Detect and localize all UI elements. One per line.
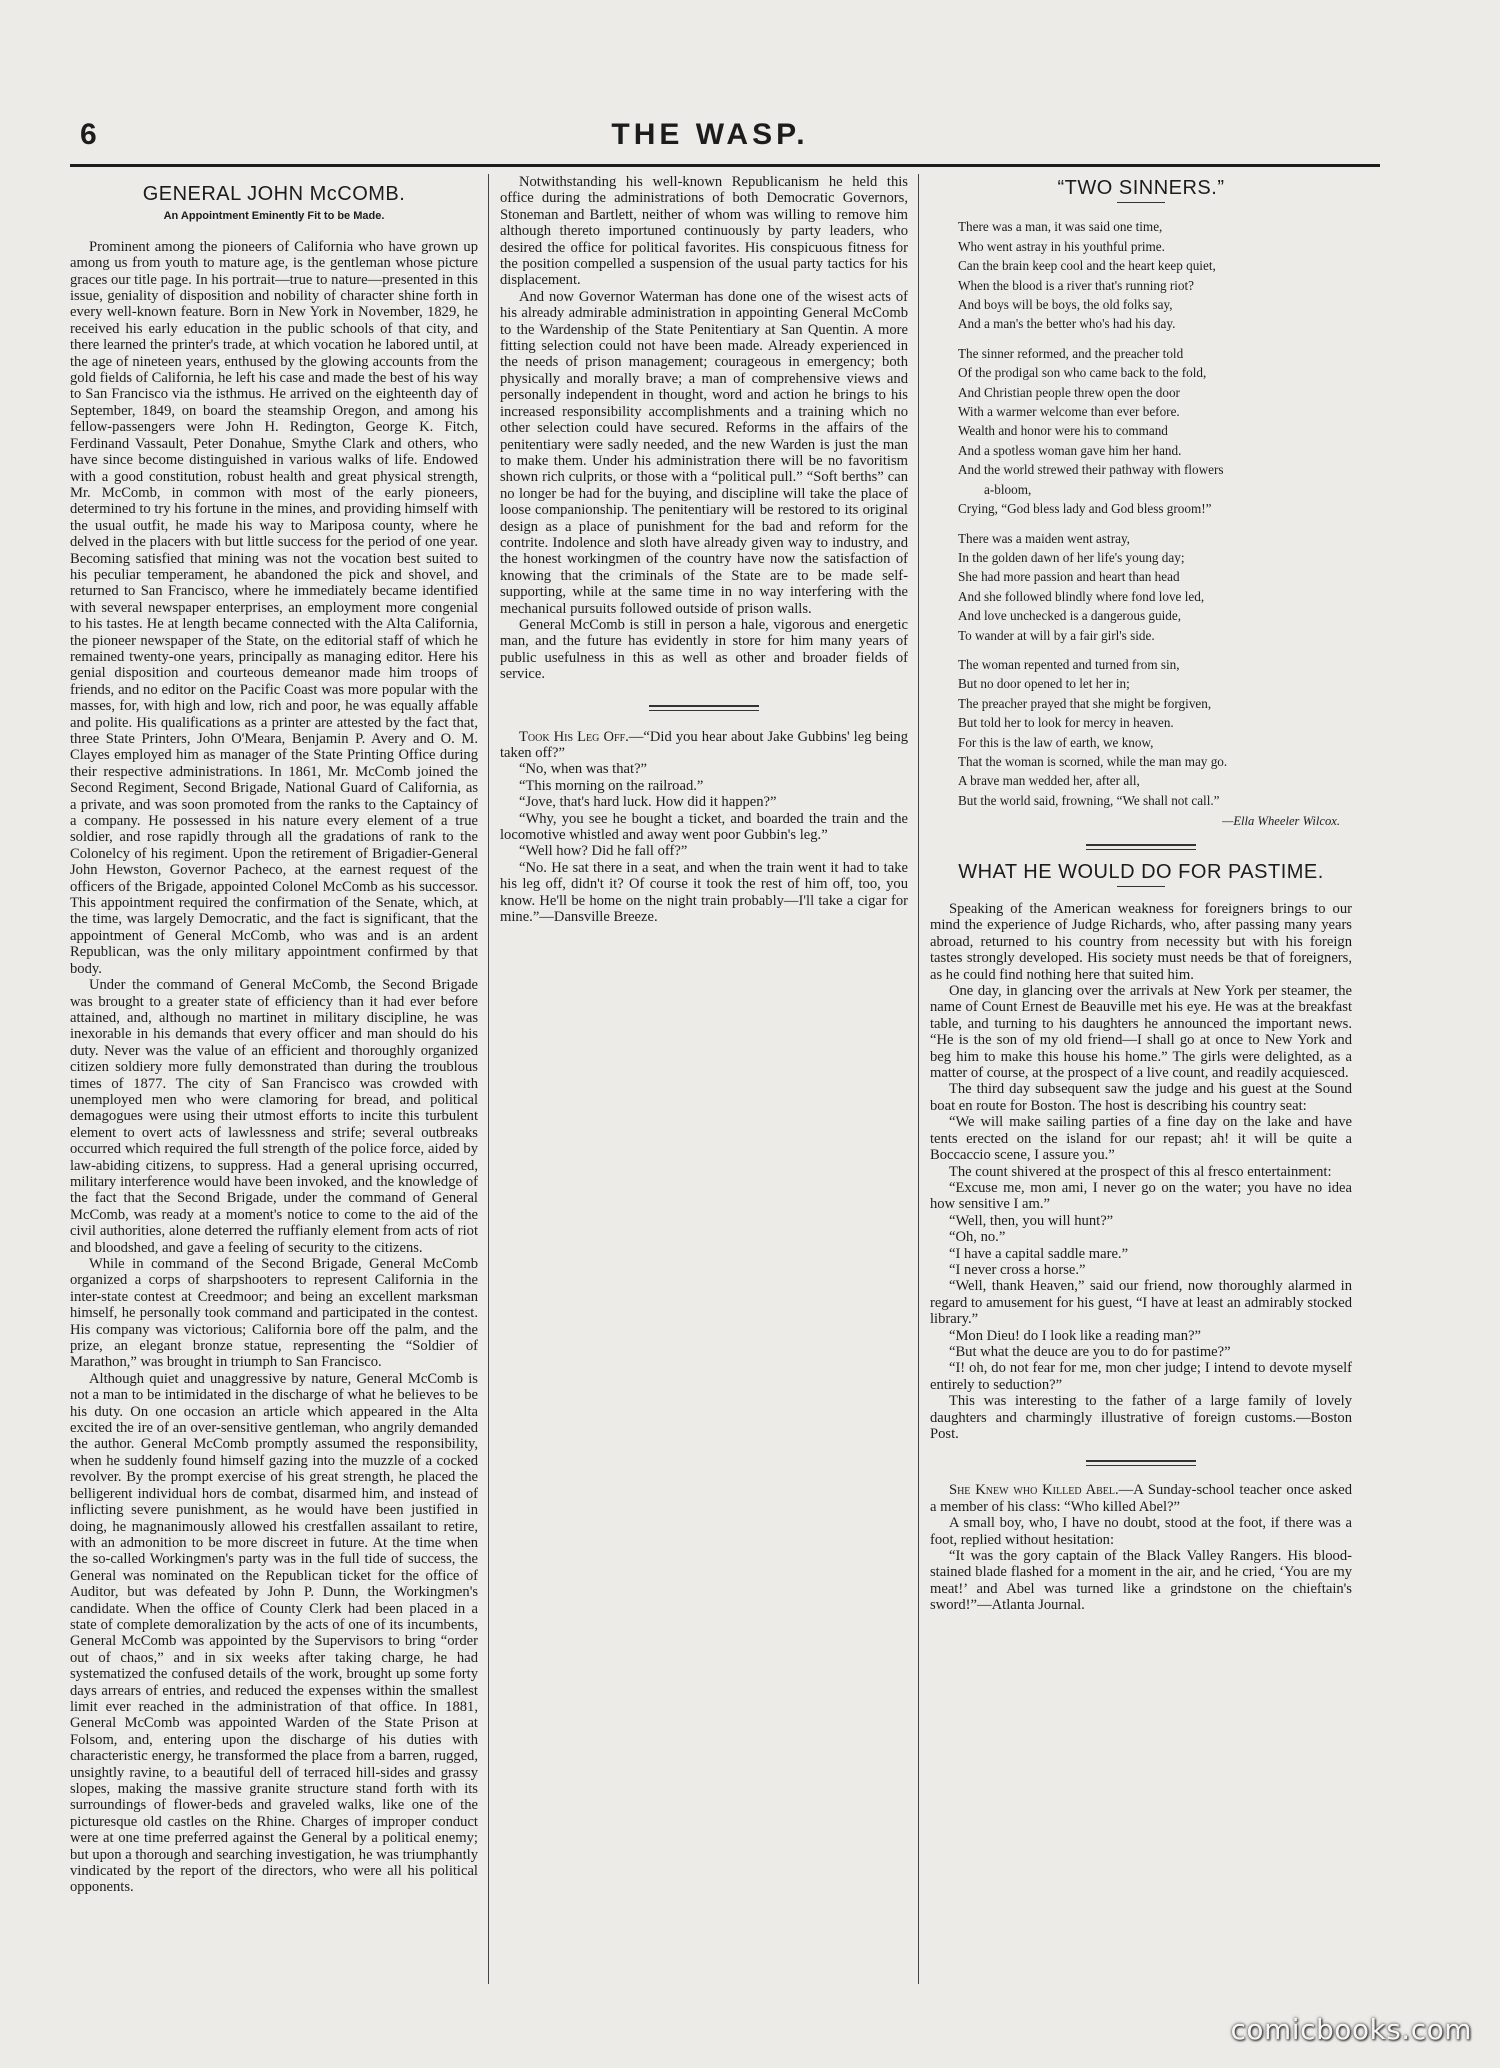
leg-story-line: “Jove, that's hard luck. How did it happen?” bbox=[518, 794, 777, 811]
poem-line: In the golden dawn of her life's young day; bbox=[958, 549, 1185, 565]
article-paragraph: “We will make sailing parties of a fine day on the lake and have tents erected on the island for our repast; ah! it will be quite a Boccaccio scene, I assure you.” bbox=[930, 1114, 1352, 1164]
poem-line: The preacher prayed that she might be forgiven, bbox=[958, 695, 1212, 711]
leg-story-lead: Took His Leg Off. bbox=[518, 728, 629, 745]
article-paragraph: While in command of the Second Brigade, General McComb organized a corps of sharpshooters to represent California in the inter-state contest at Creedmoor; and being an excellent marksman himself, he personally took command and participated in the contest. His company was victorious; California bore off the palm, and the prize, an elegant bronze statue, representing the “Soldier of Marathon,” was brought in triumph to San Francisco. bbox=[70, 1256, 478, 1371]
article-paragraph: “Well, then, you will hunt?” bbox=[948, 1212, 1114, 1229]
article-paragraph: And now Governor Waterman has done one of the wisest acts of his already admirable administration in appointing General McComb to the Wardenship of the State Penitentiary at San Quentin. A more fitting selection could not have been made. Already experienced in the needs of prison management; courageous in emergency; both physically and morally brave; a man of comprehensive views and personally independent in thought, word and action he brings to his increased responsibility accomplishments and a training which no other selection could have secured. Reforms in the affairs of the penitentiary were sadly needed, and the new Warden is just the man to make them. Under his administration there will be no favoritism shown rich culprits, or those with a “political pull.” “Soft berths” can no longer be had for the buying, and discipline will take the place of loose companionship. The penitentiary will be restored to its original design as a place of punishment for the bad and reform for the contrite. Indolence and sloth have already given way to industry, and the honest workingmen of the country have now the satisfaction of knowing that the criminals of the State are to be made self-supporting, while at the same time in no way interfering with the mechanical pursuits followed outside of prison walls. bbox=[500, 288, 908, 617]
abel-story-intro bbox=[930, 1482, 1352, 1515]
leg-story-line: “This morning on the railroad.” bbox=[518, 777, 704, 794]
header-rule bbox=[70, 164, 1380, 167]
newspaper-page bbox=[60, 112, 1360, 1992]
section-divider bbox=[649, 705, 759, 711]
poem-line: The sinner reformed, and the preacher told bbox=[958, 345, 1184, 361]
abel-story-lead: She Knew who Killed Abel. bbox=[948, 1482, 1119, 1499]
poem-line: And a man's the better who's had his day. bbox=[958, 316, 1176, 332]
leg-story-line: “Well how? Did he fall off?” bbox=[518, 843, 688, 860]
article-paragraph: Notwithstanding his well-known Republicanism he held this office during the administrations of both Democratic Governors, Stoneman and Bartlett, neither of whom was willing to remove him although thereto importuned continuously by party leaders, who desired the office for political favorites. His conspicuous fitness for the position compelled a suspension of the usual party tactics for his displacement. bbox=[500, 174, 908, 289]
poem-stanza bbox=[958, 344, 1352, 519]
section-divider bbox=[1086, 1460, 1196, 1466]
abel-story-line: —A Sunday-school teacher once asked a member of his class: “Who killed Abel?” bbox=[930, 1482, 1352, 1515]
poem-line: When the blood is a river that's running riot? bbox=[958, 277, 1195, 293]
poem-line: Who went astray in his youthful prime. bbox=[958, 238, 1165, 254]
title-rule bbox=[1117, 886, 1165, 887]
poem-stanza bbox=[958, 217, 1352, 333]
poem-body bbox=[930, 217, 1352, 831]
poem-line: Can the brain keep cool and the heart keep quiet, bbox=[958, 258, 1216, 274]
poem-author: —Ella Wheeler Wilcox. bbox=[1222, 814, 1340, 829]
leg-story-line: “No, when was that?” bbox=[518, 761, 648, 778]
poem-line: But the world said, frowning, “We shall not call.” bbox=[958, 792, 1220, 808]
poem-line: But told her to look for mercy in heaven. bbox=[958, 715, 1174, 731]
poem-line: a-bloom, bbox=[984, 481, 1032, 497]
poem-line: But no door opened to let her in; bbox=[958, 676, 1130, 692]
article-paragraph: Although quiet and unaggressive by nature, General McComb is not a man to be intimidated in the discharge of what he believes to be his duty. On one occasion an article which appeared in the Alta excited the ire of an over-sensitive gentleman, who angrily demanded the author. General McComb promptly assumed the responsibility, when he suddenly found himself gazing into the muzzle of a cocked revolver. By the prompt exercise of his great strength, he placed the belligerent individual hors de combat, disarmed him, and instead of inflicting severe punishment, as he would have been justified in doing, he magnanimously allowed his crestfallen assailant to retire, with an admonition to be more discreet in future. At the time when the so-called Workingmen's party was in the full tide of success, the General was nominated on the Republican ticket for the office of Auditor, but was defeated by John P. Dunn, the Workingmen's candidate. When the office of County Clerk had been placed in a state of complete demoralization by the acts of one of its incumbents, General McComb was appointed by the Supervisors to bring “order out of chaos,” and in six weeks after taking charge, he had systematized the confused details of the work, brought up some forty days arrears of entries, and reduced the expenses within the smallest limit ever reached in the administration of that office. In 1881, General McComb was appointed Warden of the State Prison at Folsom, and, entering upon the discharge of his duties with characteristic energy, he transformed the place from a barren, rugged, unsightly ravine, to a beautiful dell of terraced hill-sides and grassy slopes, making the massive granite structure stand forth with its surroundings of flower-beds and graveled walks, like one of the picturesque old castles on the Rhine. Charges of improper conduct were at one time preferred against the General by a political enemy; but upon a thorough and searching investigation, he was triumphantly vindicated by the report of the directors, who were all his political opponents. bbox=[70, 1370, 478, 1896]
title-rule bbox=[1117, 202, 1165, 203]
column-1 bbox=[70, 174, 478, 1984]
poem-line: Crying, “God bless lady and God bless groom!” bbox=[958, 501, 1212, 517]
article-title: GENERAL JOHN McCOMB. bbox=[142, 183, 406, 205]
poem-line: For this is the law of earth, we know, bbox=[958, 734, 1154, 750]
article-paragraph: “Excuse me, mon ami, I never go on the water; you have no idea how sensitive I am.” bbox=[930, 1179, 1352, 1213]
article-paragraph: “I! oh, do not fear for me, mon cher judge; I intend to devote myself entirely to seduction?” bbox=[930, 1360, 1352, 1393]
article-paragraph: Under the command of General McComb, the Second Brigade was brought to a greater state of efficiency than it had ever before attained, and, although no martinet in military discipline, he was inexorable in his demands that every officer and man should do his duty. Never was the value of an efficient and thoroughly organized citizen soldiery more fully demonstrated than during the troublous times of 1877. The city of San Francisco was crowded with unemployed men who were clamoring for bread, and political demagogues were using their utmost efforts to incite this turbulent element to overt acts of lawlessness and strife; several outbreaks occurred which required the full strength of the police force, aided by law-abiding citizens, to suppress. Had a general uprising occurred, military interference would have been invoked, and the knowledge of the fact that the Second Brigade, under the command of General McComb, was ready at a moment's notice to come to the aid of the civil authorities, alone deterred the ruffianly element from acts of riot and bloodshed, and gave a feeling of security to the citizens. bbox=[70, 977, 478, 1256]
poem-line: And boys will be boys, the old folks say, bbox=[958, 297, 1173, 313]
article-title: WHAT HE WOULD DO FOR PASTIME. bbox=[958, 860, 1324, 883]
poem-line: And a spotless woman gave him her hand. bbox=[958, 442, 1182, 458]
poem-line: Of the prodigal son who came back to the fold, bbox=[958, 365, 1207, 381]
column-3 bbox=[930, 174, 1352, 1984]
article-paragraph: “But what the deuce are you to do for pastime?” bbox=[948, 1343, 1231, 1360]
article-paragraph: “I have a capital saddle mare.” bbox=[948, 1245, 1129, 1262]
poem-line: With a warmer welcome than ever before. bbox=[958, 404, 1180, 420]
site-watermark: comicbooks.com bbox=[1230, 2013, 1472, 2046]
poem-line: There was a man, it was said one time, bbox=[958, 219, 1163, 235]
poem-line: She had more passion and heart than head bbox=[958, 569, 1180, 585]
article-paragraph: Prominent among the pioneers of California who have grown up among us from youth to mature age, is the gentleman whose picture graces our title page. In his portrait—true to nature—presented in this issue, geniality of disposition and nobility of character shine forth in every well-known feature. Born in New York in November, 1829, he received his early education in the public schools of that city, and there learned the printer's trade, at which vocation he labored until, at the age of nineteen years, enthused by the glowing accounts from the gold fields of California, he left his case and made the best of his way to San Francisco via the isthmus. He arrived on the eighteenth day of September, 1849, on board the steamship Oregon, and among his fellow-passengers were John H. Redington, George K. Fitch, Ferdinand Vassault, Peter Donahue, Smythe Clark and others, who have since become distinguished in various walks of life. Endowed with a good constitution, robust health and great physical strength, Mr. McComb, in common with most of the early pioneers, determined to try his fortune in the mines, and providing himself with the usual outfit, he made his way to Mariposa county, where he delved in the placers with but little success for the period of one year. Becoming satisfied that mining was not the vocation best suited to his peculiar temperament, he abandoned the pick and shovel, and returned to San Francisco, where he immediately became identified with several newspaper enterprises, an employment more congenial to his tastes. He at length became connected with the Alta California, the pioneer newspaper of the State, on the editorial staff of which he remained twenty-one years, principally as managing editor. Here his genial disposition and courteous demeanor made him troops of friends, and no editor on the Pacific Coast was more popular with the masses, for, with high and low, rich and poor, he was equally affable and polite. His qualifications as a printer are attested by the fact that, three State Printers, John O'Meara, Benjamin P. Avery and O. M. Clayes employed him as manager of the State Printing Office during their respective administrations. In 1861, Mr. McComb joined the Second Regiment, Second Brigade, National Guard of California, as a private, and was soon promoted from the ranks to the Captaincy of a company. He possessed in his nature every element of a true soldier, and rose rapidly through all the gradations of rank to the Colonelcy of his regiment. Upon the retirement of Brigadier-General John Hewston, Governor Pacheco, at the earnest request of the officers of the Brigade, appointed Colonel McComb as his successor. This appointment required the confirmation of the Senate, which, at the time, was largely Democratic, and the fact is significant, that the appointment of General McComb, who was and is an ardent Republican, was the only military appointment confirmed by that body. bbox=[70, 238, 478, 977]
article-paragraph: “Mon Dieu! do I look like a reading man?” bbox=[948, 1327, 1202, 1344]
article-paragraph: “Oh, no.” bbox=[948, 1229, 1006, 1246]
article-subtitle: An Appointment Eminently Fit to be Made. bbox=[163, 210, 385, 223]
leg-story-line: “No. He sat there in a seat, and when the train went it had to take his leg off, didn't it? Of course it took the rest of him off, too, you know. He'll be home on the night train probably—I'll take a cigar for mine.”—Dansville Breeze. bbox=[500, 859, 908, 926]
poem-title: “TWO SINNERS.” bbox=[1057, 177, 1225, 199]
poem-line: And she followed blindly where fond love led, bbox=[958, 588, 1205, 604]
page-header bbox=[60, 112, 1360, 160]
article-paragraph: “Well, thank Heaven,” said our friend, now thoroughly alarmed in regard to amusement for his guest, “I have at least an admirably stocked library.” bbox=[930, 1278, 1352, 1328]
poem-line: And love unchecked is a dangerous guide, bbox=[958, 608, 1182, 624]
leg-story-line: “Why, you see he bought a ticket, and boarded the train and the locomotive whistled and away went poor Gubbin's leg.” bbox=[500, 810, 908, 844]
article-paragraph: “I never cross a horse.” bbox=[948, 1261, 1086, 1278]
poem-line: The woman repented and turned from sin, bbox=[958, 656, 1180, 672]
poem-line: That the woman is scorned, while the man may go. bbox=[958, 753, 1228, 769]
article-paragraph: “It was the gory captain of the Black Valley Rangers. His blood-stained blade flashed for a moment in the air, and he cried, ‘You are my meat!’ and Abel was turned like a grindstone on the chieftain's sword!”—Atlanta Journal. bbox=[930, 1548, 1352, 1614]
article-paragraph: The count shivered at the prospect of this al fresco entertainment: bbox=[948, 1163, 1332, 1180]
poem-line: To wander at will by a fair girl's side. bbox=[958, 627, 1155, 643]
column-divider bbox=[918, 174, 919, 1984]
article-paragraph: A small boy, who, I have no doubt, stood at the foot, if there was a foot, replied without hesitation: bbox=[930, 1515, 1352, 1548]
column-2 bbox=[500, 174, 908, 1984]
poem-line: A brave man wedded her, after all, bbox=[958, 773, 1140, 789]
page-number: 6 bbox=[80, 118, 97, 151]
columns bbox=[70, 174, 1360, 1984]
article-paragraph: This was interesting to the father of a large family of lovely daughters and charmingly illustrative of foreign customs.—Boston Post. bbox=[930, 1393, 1352, 1442]
poem-line: And the world strewed their pathway with flowers bbox=[958, 462, 1224, 478]
poem-stanza bbox=[958, 655, 1352, 810]
column-divider bbox=[488, 174, 489, 1984]
poem-stanza bbox=[958, 529, 1352, 645]
article-paragraph: One day, in glancing over the arrivals at New York per steamer, the name of Count Ernest de Beauville met his eye. He was at the breakfast table, and turning to his daughters he announced the important news. “He is the son of my old friend—I shall go at once to New York and beg him to make this house his home.” The girls were delighted, as a matter of course, at the prospect of a live count, and readily acquiesced. bbox=[930, 983, 1352, 1082]
article-paragraph: Speaking of the American weakness for foreigners brings to our mind the experience of Judge Richards, who, after passing many years abroad, returned to his country from necessity but with his foreign tastes strongly developed. His society must needs be that of foreigners, as he could find nothing here that suited him. bbox=[930, 901, 1352, 983]
leg-story-line: —“Did you hear about Jake Gubbins' leg being taken off?” bbox=[500, 728, 908, 761]
poem-line: There was a maiden went astray, bbox=[958, 530, 1130, 546]
leg-story-intro bbox=[500, 729, 908, 762]
masthead-title: THE WASP. bbox=[611, 118, 809, 151]
article-paragraph: General McComb is still in person a hale, vigorous and energetic man, and the future has evidently in store for him many years of public usefulness in this as well as other and broader fields of service. bbox=[500, 616, 908, 683]
article-paragraph: The third day subsequent saw the judge and his guest at the Sound boat en route for Boston. The host is describing his country seat: bbox=[930, 1081, 1352, 1114]
section-divider bbox=[1086, 844, 1196, 850]
poem-line: Wealth and honor were his to command bbox=[958, 423, 1168, 439]
poem-line: And Christian people threw open the door bbox=[958, 384, 1180, 400]
